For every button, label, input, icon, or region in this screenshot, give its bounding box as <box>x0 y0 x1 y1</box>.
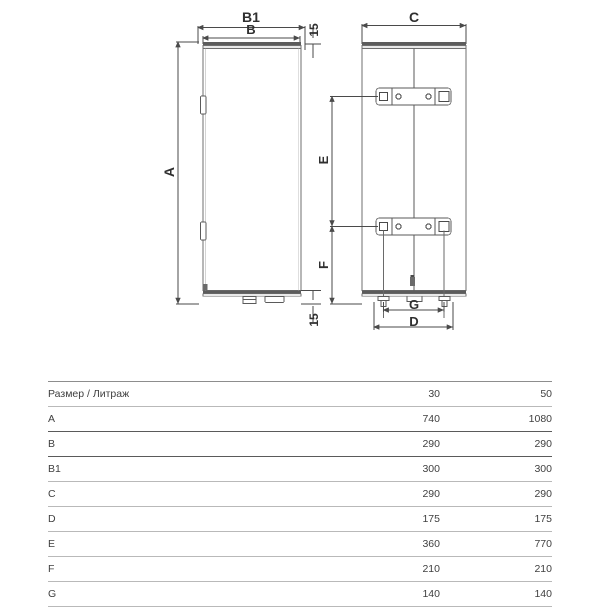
table-cell-value-30: 210 <box>272 557 440 582</box>
table-row <box>48 482 552 507</box>
table-cell-value-50: 770 <box>440 532 552 557</box>
side-bottom-connectors <box>243 296 284 303</box>
table-cell-value-50: 1080 <box>440 407 552 432</box>
table-row <box>48 532 552 557</box>
label-F: F <box>316 261 331 269</box>
table-cell-value-50: 210 <box>440 557 552 582</box>
table-row <box>48 432 552 457</box>
specification-table-wrap <box>48 381 552 607</box>
table-cell-label: D <box>48 507 272 532</box>
table-row <box>48 582 552 607</box>
table-cell-value-50: 300 <box>440 457 552 482</box>
front-view-group <box>330 24 466 330</box>
wall-bracket-lower <box>376 218 451 235</box>
table-cell-value-30: 300 <box>272 457 440 482</box>
dim-C <box>362 24 466 44</box>
table-cell-value-30: 30 <box>272 382 440 407</box>
label-B: B <box>246 22 256 37</box>
specification-table-body <box>48 382 552 607</box>
table-cell-value-50: 50 <box>440 382 552 407</box>
table-cell-value-30: 740 <box>272 407 440 432</box>
dim-F <box>330 227 362 305</box>
dim-A <box>176 42 199 304</box>
table-cell-label: E <box>48 532 272 557</box>
table-cell-label: A <box>48 407 272 432</box>
label-E: E <box>316 155 331 165</box>
table-cell-value-50: 175 <box>440 507 552 532</box>
table-cell-value-30: 290 <box>272 482 440 507</box>
label-G: G <box>408 297 420 312</box>
side-bracket-lower <box>201 222 207 240</box>
table-cell-label: Размер / Литраж <box>48 382 272 407</box>
table-row <box>48 557 552 582</box>
table-row <box>48 407 552 432</box>
table-cell-label: B1 <box>48 457 272 482</box>
bottom-valve-fitting <box>410 275 415 286</box>
table-row <box>48 457 552 482</box>
table-row-header <box>48 382 552 407</box>
label-15-bottom: 15 <box>307 313 321 327</box>
table-cell-label: B <box>48 432 272 457</box>
label-15-top: 15 <box>307 23 321 37</box>
side-bottom-fitting <box>204 284 208 290</box>
side-bracket-upper <box>201 96 207 114</box>
table-cell-label: F <box>48 557 272 582</box>
table-cell-value-30: 290 <box>272 432 440 457</box>
table-cell-value-30: 140 <box>272 582 440 607</box>
label-B1: B1 <box>242 9 260 25</box>
table-cell-value-50: 290 <box>440 432 552 457</box>
table-cell-label: G <box>48 582 272 607</box>
table-cell-value-50: 140 <box>440 582 552 607</box>
side-view-group <box>176 26 321 322</box>
table-cell-value-30: 360 <box>272 532 440 557</box>
table-cell-value-30: 175 <box>272 507 440 532</box>
specification-table <box>48 381 552 607</box>
label-D: D <box>409 314 419 329</box>
table-cell-value-50: 290 <box>440 482 552 507</box>
table-cell-label: C <box>48 482 272 507</box>
wall-bracket-upper <box>376 88 451 105</box>
label-C: C <box>408 9 420 25</box>
table-row <box>48 507 552 532</box>
label-A: A <box>161 166 177 178</box>
